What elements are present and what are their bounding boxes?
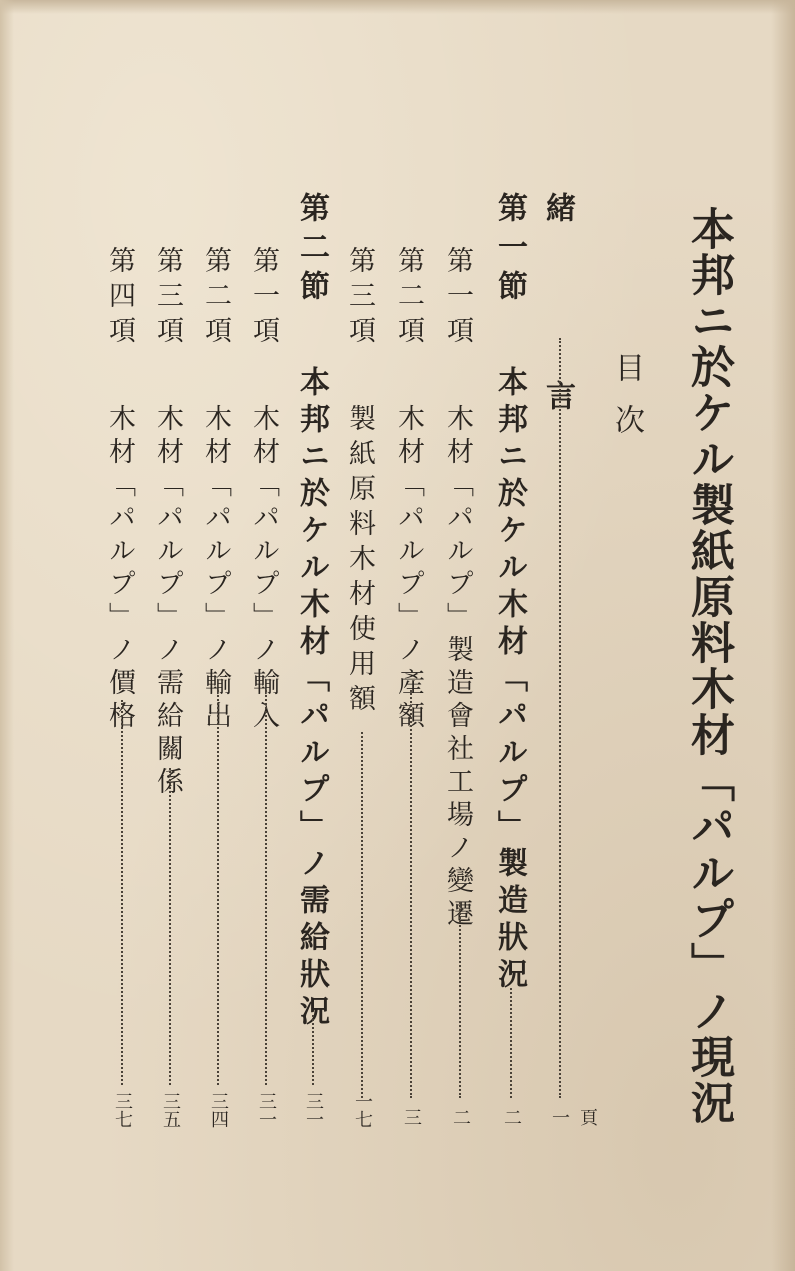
toc-page-number: 三七 bbox=[112, 1092, 133, 1128]
toc-page-number: 二 bbox=[450, 1108, 471, 1126]
toc-entry-text: 本邦ニ於ケル木材「パルプ」ノ需給狀況 bbox=[294, 366, 329, 1032]
toc-entry-label: 第一節 bbox=[492, 192, 527, 309]
dot-leader bbox=[559, 338, 561, 1098]
page-edge-shadow bbox=[771, 0, 795, 1271]
toc-entry-text: 木材「パルプ」製造會社工場ノ變遷 bbox=[442, 404, 473, 932]
toc-heading: 目次 bbox=[609, 352, 644, 456]
dot-leader bbox=[265, 690, 267, 1085]
page-edge-shadow bbox=[0, 0, 14, 1271]
toc-entry-label: 第三項 bbox=[152, 246, 183, 351]
toc-page-number: 三五 bbox=[160, 1092, 181, 1128]
dot-leader bbox=[459, 902, 461, 1098]
toc-page-number: 三四 bbox=[208, 1092, 229, 1128]
dot-leader bbox=[121, 700, 123, 1085]
toc-entry-text: 木材「パルプ」ノ輸出 bbox=[200, 404, 231, 734]
dot-leader bbox=[217, 690, 219, 1085]
toc-page-number: 一七 bbox=[352, 1092, 373, 1128]
dot-leader bbox=[361, 732, 363, 1098]
page-unit-label: 頁 bbox=[577, 1108, 598, 1126]
toc-entry-label: 第二項 bbox=[200, 246, 231, 351]
toc-entry-text: 木材「パルプ」ノ需給關係 bbox=[152, 404, 183, 800]
dot-leader bbox=[410, 690, 412, 1098]
toc-entry-text: 製紙原料木材使用額 bbox=[344, 404, 375, 719]
toc-page-number: 三一 bbox=[303, 1092, 324, 1128]
page-edge-shadow bbox=[0, 0, 795, 14]
toc-entry-text: 木材「パルプ」ノ輸入 bbox=[248, 404, 279, 734]
document-title: 本邦ニ於ケル製紙原料木材「パルプ」ノ現況 bbox=[683, 206, 734, 1126]
toc-entry-label: 第一項 bbox=[442, 246, 473, 351]
toc-entry-text: 木材「パルプ」ノ產額 bbox=[393, 404, 424, 734]
dot-leader bbox=[169, 768, 171, 1085]
toc-entry-label: 第三項 bbox=[344, 246, 375, 351]
toc-page-number: 三一 bbox=[256, 1092, 277, 1128]
toc-entry-label: 第二節 bbox=[294, 192, 329, 309]
toc-entry-text: 本邦ニ於ケル木材「パルプ」製造狀況 bbox=[492, 366, 527, 995]
toc-entry-label: 第一項 bbox=[248, 246, 279, 351]
toc-page-number: 二 bbox=[501, 1108, 522, 1126]
toc-entry-label: 緒 言 bbox=[540, 192, 575, 474]
toc-page-number: 一 bbox=[549, 1108, 570, 1126]
toc-page-number: 三 bbox=[401, 1108, 422, 1126]
dot-leader bbox=[510, 988, 512, 1098]
toc-entry-text: 木材「パルプ」ノ價格 bbox=[104, 404, 135, 734]
toc-entry-label: 第二項 bbox=[393, 246, 424, 351]
dot-leader bbox=[312, 1015, 314, 1085]
toc-entry-label: 第四項 bbox=[104, 246, 135, 351]
